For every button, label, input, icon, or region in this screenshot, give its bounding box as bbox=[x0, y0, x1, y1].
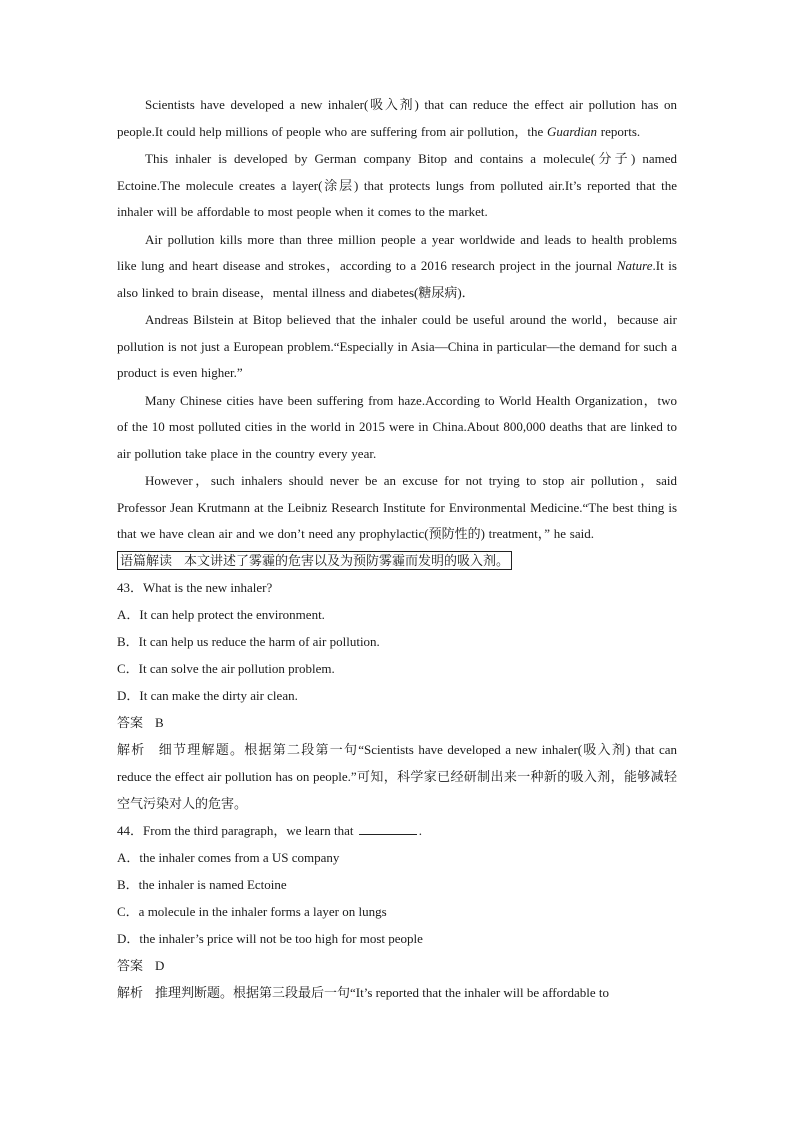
answer-blank bbox=[359, 822, 417, 835]
question-number: 44． bbox=[117, 823, 144, 838]
p1-text-a: Scientists have developed a new inhaler(吸入剂) that can reduce the effect air pollution has on people.It could help millions of people who are suffering from air pollution，the bbox=[117, 97, 677, 139]
analysis-label: 解析 bbox=[117, 985, 144, 1000]
answer-value: D bbox=[155, 958, 165, 973]
answer-label: 答案 bbox=[117, 958, 144, 973]
passage-paragraph-6: However，such inhalers should never be an excuse for not trying to stop air pollution，said Professor Jean Krutmann at the Leibniz Research Institute for Environmental Medicine.“The best thing is that we have clean air and we don’t need any prophylactic(预防性的) treatment，” he said. bbox=[117, 473, 677, 541]
p3-text-a: Air pollution kills more than three million people a year worldwide and leads to health problems like lung and heart disease and strokes，according to a 2016 research project in the journal bbox=[117, 231, 677, 273]
p3-text-b: .It is also linked to brain disease，mental illness and diabetes(糖尿病)． bbox=[117, 258, 677, 300]
question-stem: From the third paragraph，we learn that bbox=[143, 823, 354, 838]
summary-box bbox=[117, 551, 512, 570]
summary-text: 本文讲述了雾霾的危害以及为预防雾霾而发明的吸入剂。 bbox=[184, 552, 510, 568]
summary-label: 语篇解读 bbox=[120, 552, 173, 568]
option-43-a: A．It can help protect the environment. bbox=[117, 607, 325, 622]
passage-paragraph-5: Many Chinese cities have been suffering from haze.According to World Health Organization，two of the 10 most polluted cities in the world in 2015 were in China.About 800,000 deaths that are linked to air pollution take place in the country every year. bbox=[117, 392, 677, 461]
question-43 bbox=[117, 574, 677, 601]
answer-43 bbox=[117, 709, 677, 736]
analysis-text: 细节理解题。根据第二段第一句“Scientists have developed a new inhaler(吸入剂) that can reduce the effect air pollution has on people.”可知，科学家已经研制出来一种新的吸入剂，能够减轻空气污染对人的危害。 bbox=[117, 742, 677, 811]
analysis-text: 推理判断题。根据第三段最后一句“It’s reported that the inhaler will be affordable to bbox=[155, 985, 609, 1000]
option-43-c: C．It can solve the air pollution problem. bbox=[117, 661, 335, 676]
answer-value: B bbox=[155, 715, 164, 730]
answer-44 bbox=[117, 952, 677, 979]
p1-italic-source: Guardian bbox=[546, 123, 598, 139]
question-stem: What is the new inhaler? bbox=[143, 580, 273, 595]
question-44 bbox=[117, 817, 677, 844]
option-44-b: B．the inhaler is named Ectoine bbox=[117, 877, 287, 892]
passage-paragraph-3 bbox=[117, 227, 677, 307]
option-43-d: D．It can make the dirty air clean. bbox=[117, 688, 298, 703]
question-stem-end: . bbox=[418, 823, 422, 838]
passage-paragraph-2: This inhaler is developed by German company Bitop and contains a molecule(分子) named Ectoine.The molecule creates a layer(涂层) that protects lungs from polluted air.It’s reported that the inhaler will be affordable to most people when it comes to the market. bbox=[117, 151, 677, 219]
analysis-44 bbox=[117, 979, 677, 1006]
p3-italic-journal: Nature bbox=[616, 258, 653, 273]
document-page bbox=[117, 92, 677, 1006]
p1-text-b: reports. bbox=[597, 123, 641, 139]
option-44-c: C．a molecule in the inhaler forms a layer on lungs bbox=[117, 904, 387, 919]
question-number: 43． bbox=[117, 580, 144, 595]
option-44-a: A．the inhaler comes from a US company bbox=[117, 850, 340, 865]
passage-paragraph-4: Andreas Bilstein at Bitop believed that the inhaler could be useful around the world，because air pollution is not just a European problem.“Especially in Asia—China in particular—the demand for such a product is even higher.” bbox=[117, 312, 677, 380]
analysis-43 bbox=[117, 736, 677, 817]
answer-label: 答案 bbox=[117, 715, 144, 730]
analysis-label: 解析 bbox=[117, 742, 146, 757]
passage-paragraph-1 bbox=[117, 92, 677, 145]
option-43-b: B．It can help us reduce the harm of air pollution. bbox=[117, 634, 380, 649]
option-44-d: D．the inhaler’s price will not be too high for most people bbox=[117, 931, 423, 946]
